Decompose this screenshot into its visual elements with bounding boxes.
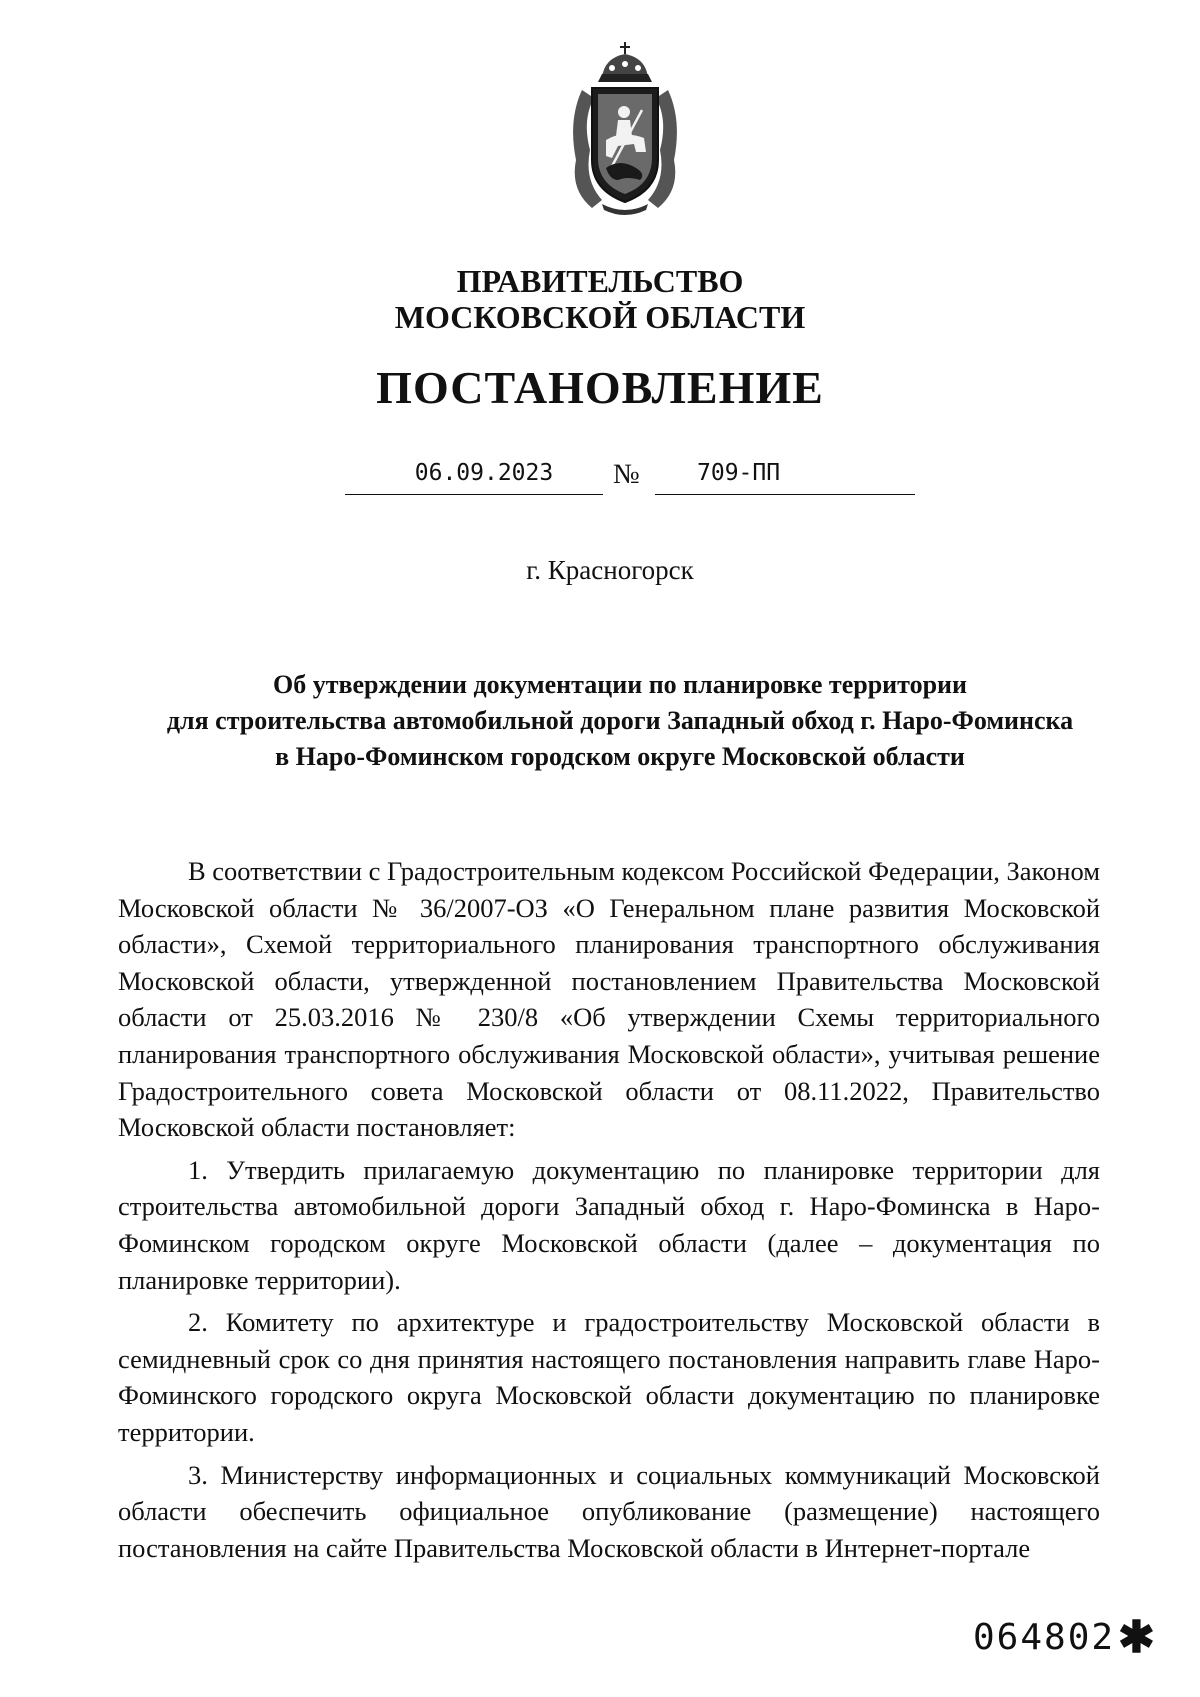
body-paragraph: 1. Утвердить прилагаемую документацию по планировке территории для строительства автомобильной дороги Западный обход г. Наро-Фоминска в Наро-Фоминском городском округе Московской области (далее – документация по планировке территории). — [118, 1154, 1100, 1295]
document-number: 709-ПП — [655, 455, 915, 495]
asterisk-icon: ✱ — [1118, 1613, 1155, 1662]
body-paragraph: 2. Комитету по архитектуре и градостроительству Московской области в семидневный срок со дня принятия настоящего постановления направить главе Наро-Фоминского городского округа Московской области документацию по планировке территории. — [118, 1307, 1100, 1447]
org-name-line1: ПРАВИТЕЛЬСТВО — [456, 263, 744, 299]
document-date: 06.09.2023 — [345, 455, 603, 495]
subject-line-2: для строительства автомобильной дороги Западный обход г. Наро-Фоминска — [166, 706, 1074, 735]
coat-of-arms-icon — [562, 40, 688, 215]
org-name-line2: МОСКОВСКОЙ ОБЛАСТИ — [394, 299, 806, 335]
body-paragraph: В соответствии с Градостроительным кодексом Российской Федерации, Законом Московской области № 36/2007-ОЗ «О Генеральном плане развития Московской области», Схемой территориального планирования транспортного обслуживания Московской области, утвержденной постановлением Правительства Московской области от 25.03.2016 № 230/8 «Об утверждении Схемы территориального планирования транспортного обслуживания Московской области», учитывая решение Градостроительного совета Московской области от 08.11.2022, Правительство Московской области постановляет: — [118, 856, 1100, 1143]
subject-line-1: Об утверждении документации по планировке территории — [272, 670, 967, 699]
registration-line — [345, 455, 915, 499]
document-body — [118, 853, 1100, 1566]
document-type-title: ПОСТАНОВЛЕНИЕ — [376, 362, 824, 413]
number-sign: № — [613, 459, 640, 490]
city-name: г. Красногорск — [526, 555, 694, 585]
subject-line-3: в Наро-Фоминском городском округе Московской области — [275, 742, 965, 771]
document-subject — [140, 667, 1100, 775]
body-paragraph: 3. Министерству информационных и социальных коммуникаций Московской области обеспечить официальное опубликование (размещение) настоящего постановления на сайте Правительства Московской области в Интернет-портале — [118, 1459, 1100, 1563]
serial-number: 064802 — [973, 1617, 1116, 1658]
